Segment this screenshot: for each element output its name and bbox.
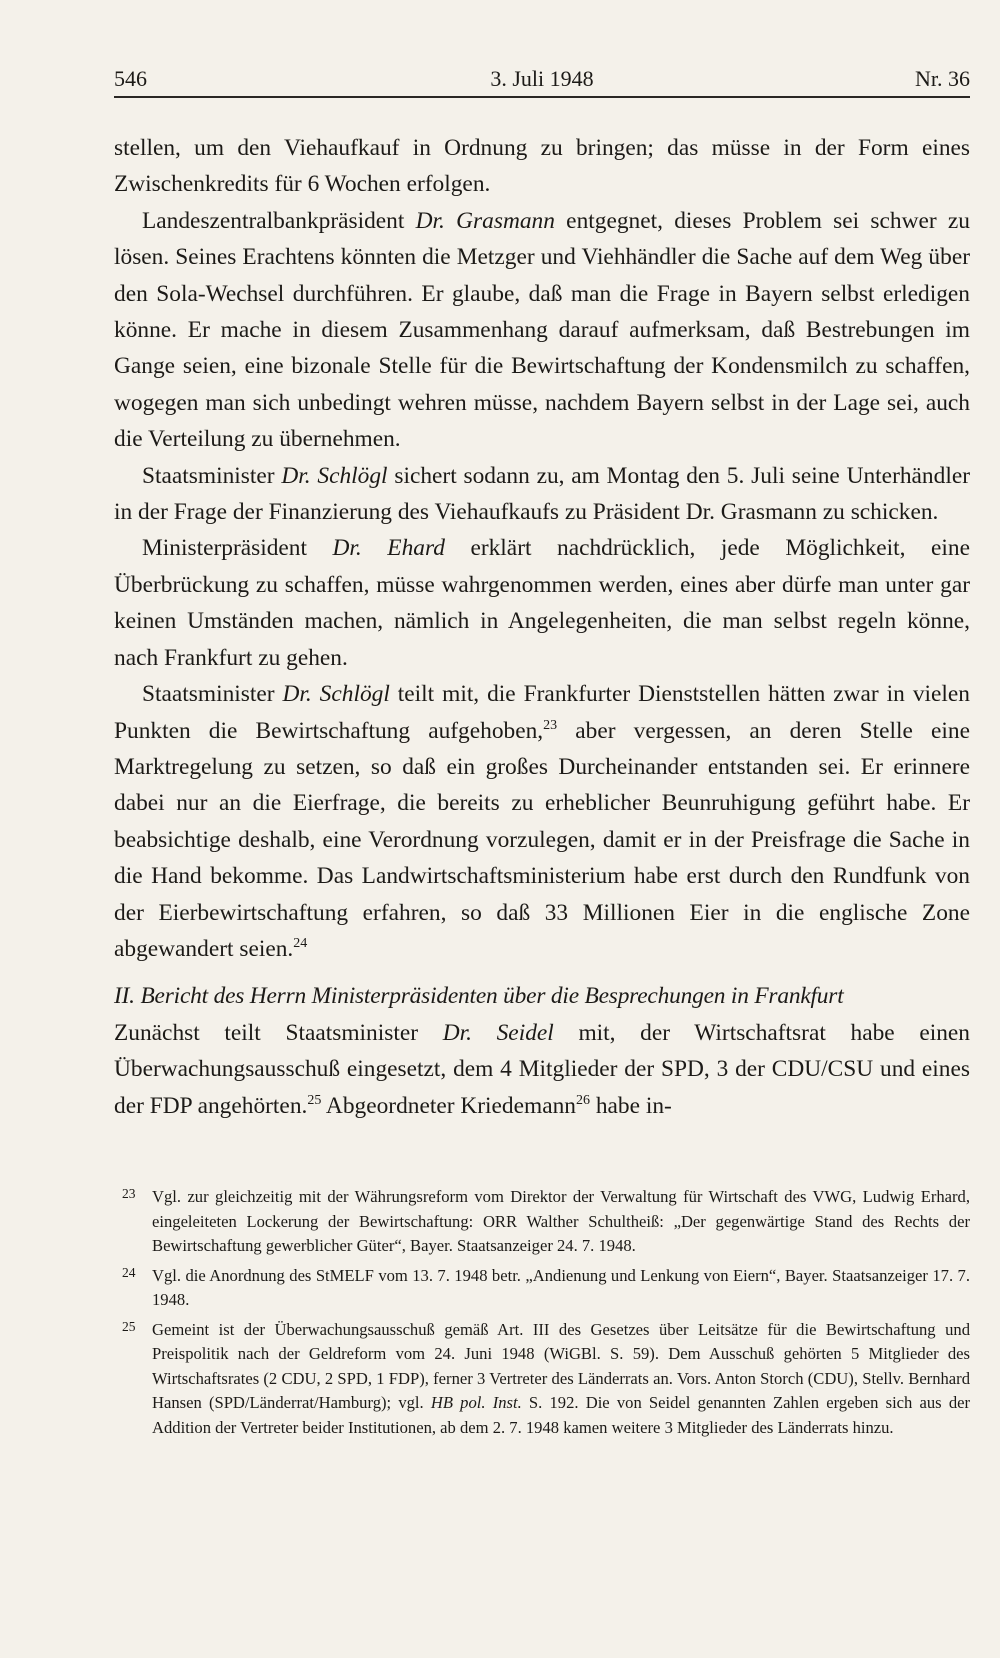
text-run: Ministerpräsident [142,535,333,562]
italic-name: Dr. Grasmann [415,207,555,234]
text-run: Landeszentralbankpräsident [142,207,416,234]
footnote [114,1185,970,1259]
running-header [114,60,970,98]
footnote [114,1318,970,1441]
paragraph [114,458,970,531]
paragraph [114,130,970,203]
text-run: entgegnet, dieses Problem sei schwer zu lösen. Seines Erachtens könnten die Metzger und Viehhändler die Sache auf dem Weg über den Sola-Wechsel durchführen. Er glaube, daß man die Frage in Bayern selbst erledigen könne. Er mache in diesem Zusammenhang darauf aufmerksam, daß Bestrebungen im Gange seien, eine bizonale Stelle für die Bewirtschaftung der Kondensmilch zu schaffen, wogegen man sich unbedingt wehren müsse, nachdem Bayern selbst in der Lage sei, auch die Verteilung zu übernehmen. [114,207,970,453]
italic-name: Dr. Schlögl [281,462,388,489]
issue-number: Nr. 36 [915,66,970,91]
italic-name: HB pol. Inst. [430,1393,522,1412]
footnote-ref: 26 [575,1092,590,1108]
body-text [114,130,970,1124]
text-run: Vgl. zur gleichzeitig mit der Währungsreform vom Direktor der Verwaltung für Wirtschaft des VWG, Ludwig Erhard, eingeleiteten Lockerung der Bewirtschaftung: ORR Walther Schultheiß: „Der gegenwärtige Stand des Rechts der Bewirtschaftung gewerblicher Güter“, Bayer. Staatsanzeiger 24. 7. 1948. [152,1187,970,1255]
page-number: 546 [114,66,147,91]
footnote-number: 25 [122,1318,136,1334]
text-run: aber vergessen, an deren Stelle eine Marktregelung zu setzen, so daß ein großes Durcheinander entstanden sei. Er erinnere dabei nur an die Eierfrage, die bereits zu erheblicher Beunruhigung geführt habe. Er beabsichtige deshalb, eine Verordnung vorzulegen, damit er in der Preisfrage die Sache in die Hand bekomme. Das Landwirtschaftsministerium habe erst durch den Rundfunk von der Eierbewirtschaftung erfahren, so daß 33 Millionen Eier in die englische Zone abgewandert seien. [114,717,971,962]
text-run: S. 192. Die von Seidel genannten Zahlen ergeben sich aus der Addition der Vertreter beider Institutionen, ab dem 2. 7. 1948 kamen weitere 3 Mitglieder des Länderrats hinzu. [152,1393,971,1437]
text-run: habe in- [589,1092,672,1119]
text-run: Staatsminister [142,462,282,489]
footnote-text [152,1266,970,1310]
italic-name: Dr. Seidel [442,1019,554,1046]
footnote-text [152,1320,970,1437]
italic-name: Dr. Schlögl [282,681,390,708]
footnote-ref: 25 [307,1092,322,1108]
header-date: 3. Juli 1948 [490,66,594,91]
footnote [114,1264,970,1313]
section-heading: II. Bericht des Herrn Ministerpräsidenten über die Besprechungen in Frankfurt [114,983,844,1010]
paragraph [114,203,970,458]
footnote-number: 23 [122,1186,136,1201]
text-run: Zunächst teilt Staatsminister [114,1019,443,1046]
footnotes [114,1185,970,1445]
paragraph [114,676,970,967]
text-run: Gemeint ist der Überwachungsausschuß gemäß Art. III des Gesetzes über Leitsätze für die Bewirtschaftung und Preispolitik nach der Geldreform vom 24. Juni 1948 (WiGBl. S. 59). Dem Ausschuß gehörten 5 Mitglieder des Wirtschaftsrates (2 CDU, 2 SPD, 1 FDP), ferner 3 Vertreter des Länderrats an. Vors. Anton Storch (CDU), Stellv. Bernhard Hansen (SPD/Länderrat/Hamburg); vgl. [152,1319,970,1412]
footnote-ref: 24 [293,935,308,951]
footnote-ref: 23 [543,717,558,733]
footnote-text [152,1187,970,1255]
text-run: Vgl. die Anordnung des StMELF vom 13. 7. 1948 betr. „Andienung und Lenkung von Eiern“, Bayer. Staatsanzeiger 17. 7. 1948. [152,1265,970,1309]
paragraph [114,1015,970,1124]
italic-name: Dr. Ehard [332,535,445,562]
text-run: stellen, um den Viehaufkauf in Ordnung zu bringen; das müsse in der Form eines Zwischenkredits für 6 Wochen erfolgen. [114,135,970,198]
footnote-number: 24 [122,1264,136,1280]
paragraph [114,530,970,676]
text-run: Staatsminister [142,681,283,708]
text-run: teilt mit, die Frankfurter Dienststellen hätten zwar in vielen Punkten die Bewirtschaftung aufgehoben, [114,681,970,744]
text-run: mit, der Wirtschaftsrat habe einen Überwachungsausschuß eingesetzt, dem 4 Mitglieder der SPD, 3 der CDU/CSU und eines der FDP angehörten. [114,1019,970,1119]
text-run: Abgeordneter Kriedemann [321,1092,576,1119]
text-run: sichert sodann zu, am Montag den 5. Juli seine Unterhändler in der Frage der Finanzierung des Viehaufkaufs zu Präsident Dr. Grasmann zu schicken. [114,462,970,526]
text-run: erklärt nachdrücklich, jede Möglichkeit, eine Überbrückung zu schaffen, müsse wahrgenommen werden, eines aber dürfe man unter gar keinen Umständen machen, nämlich in Angelegenheiten, die man selbst regeln könne, nach Frankfurt zu gehen. [114,535,970,671]
